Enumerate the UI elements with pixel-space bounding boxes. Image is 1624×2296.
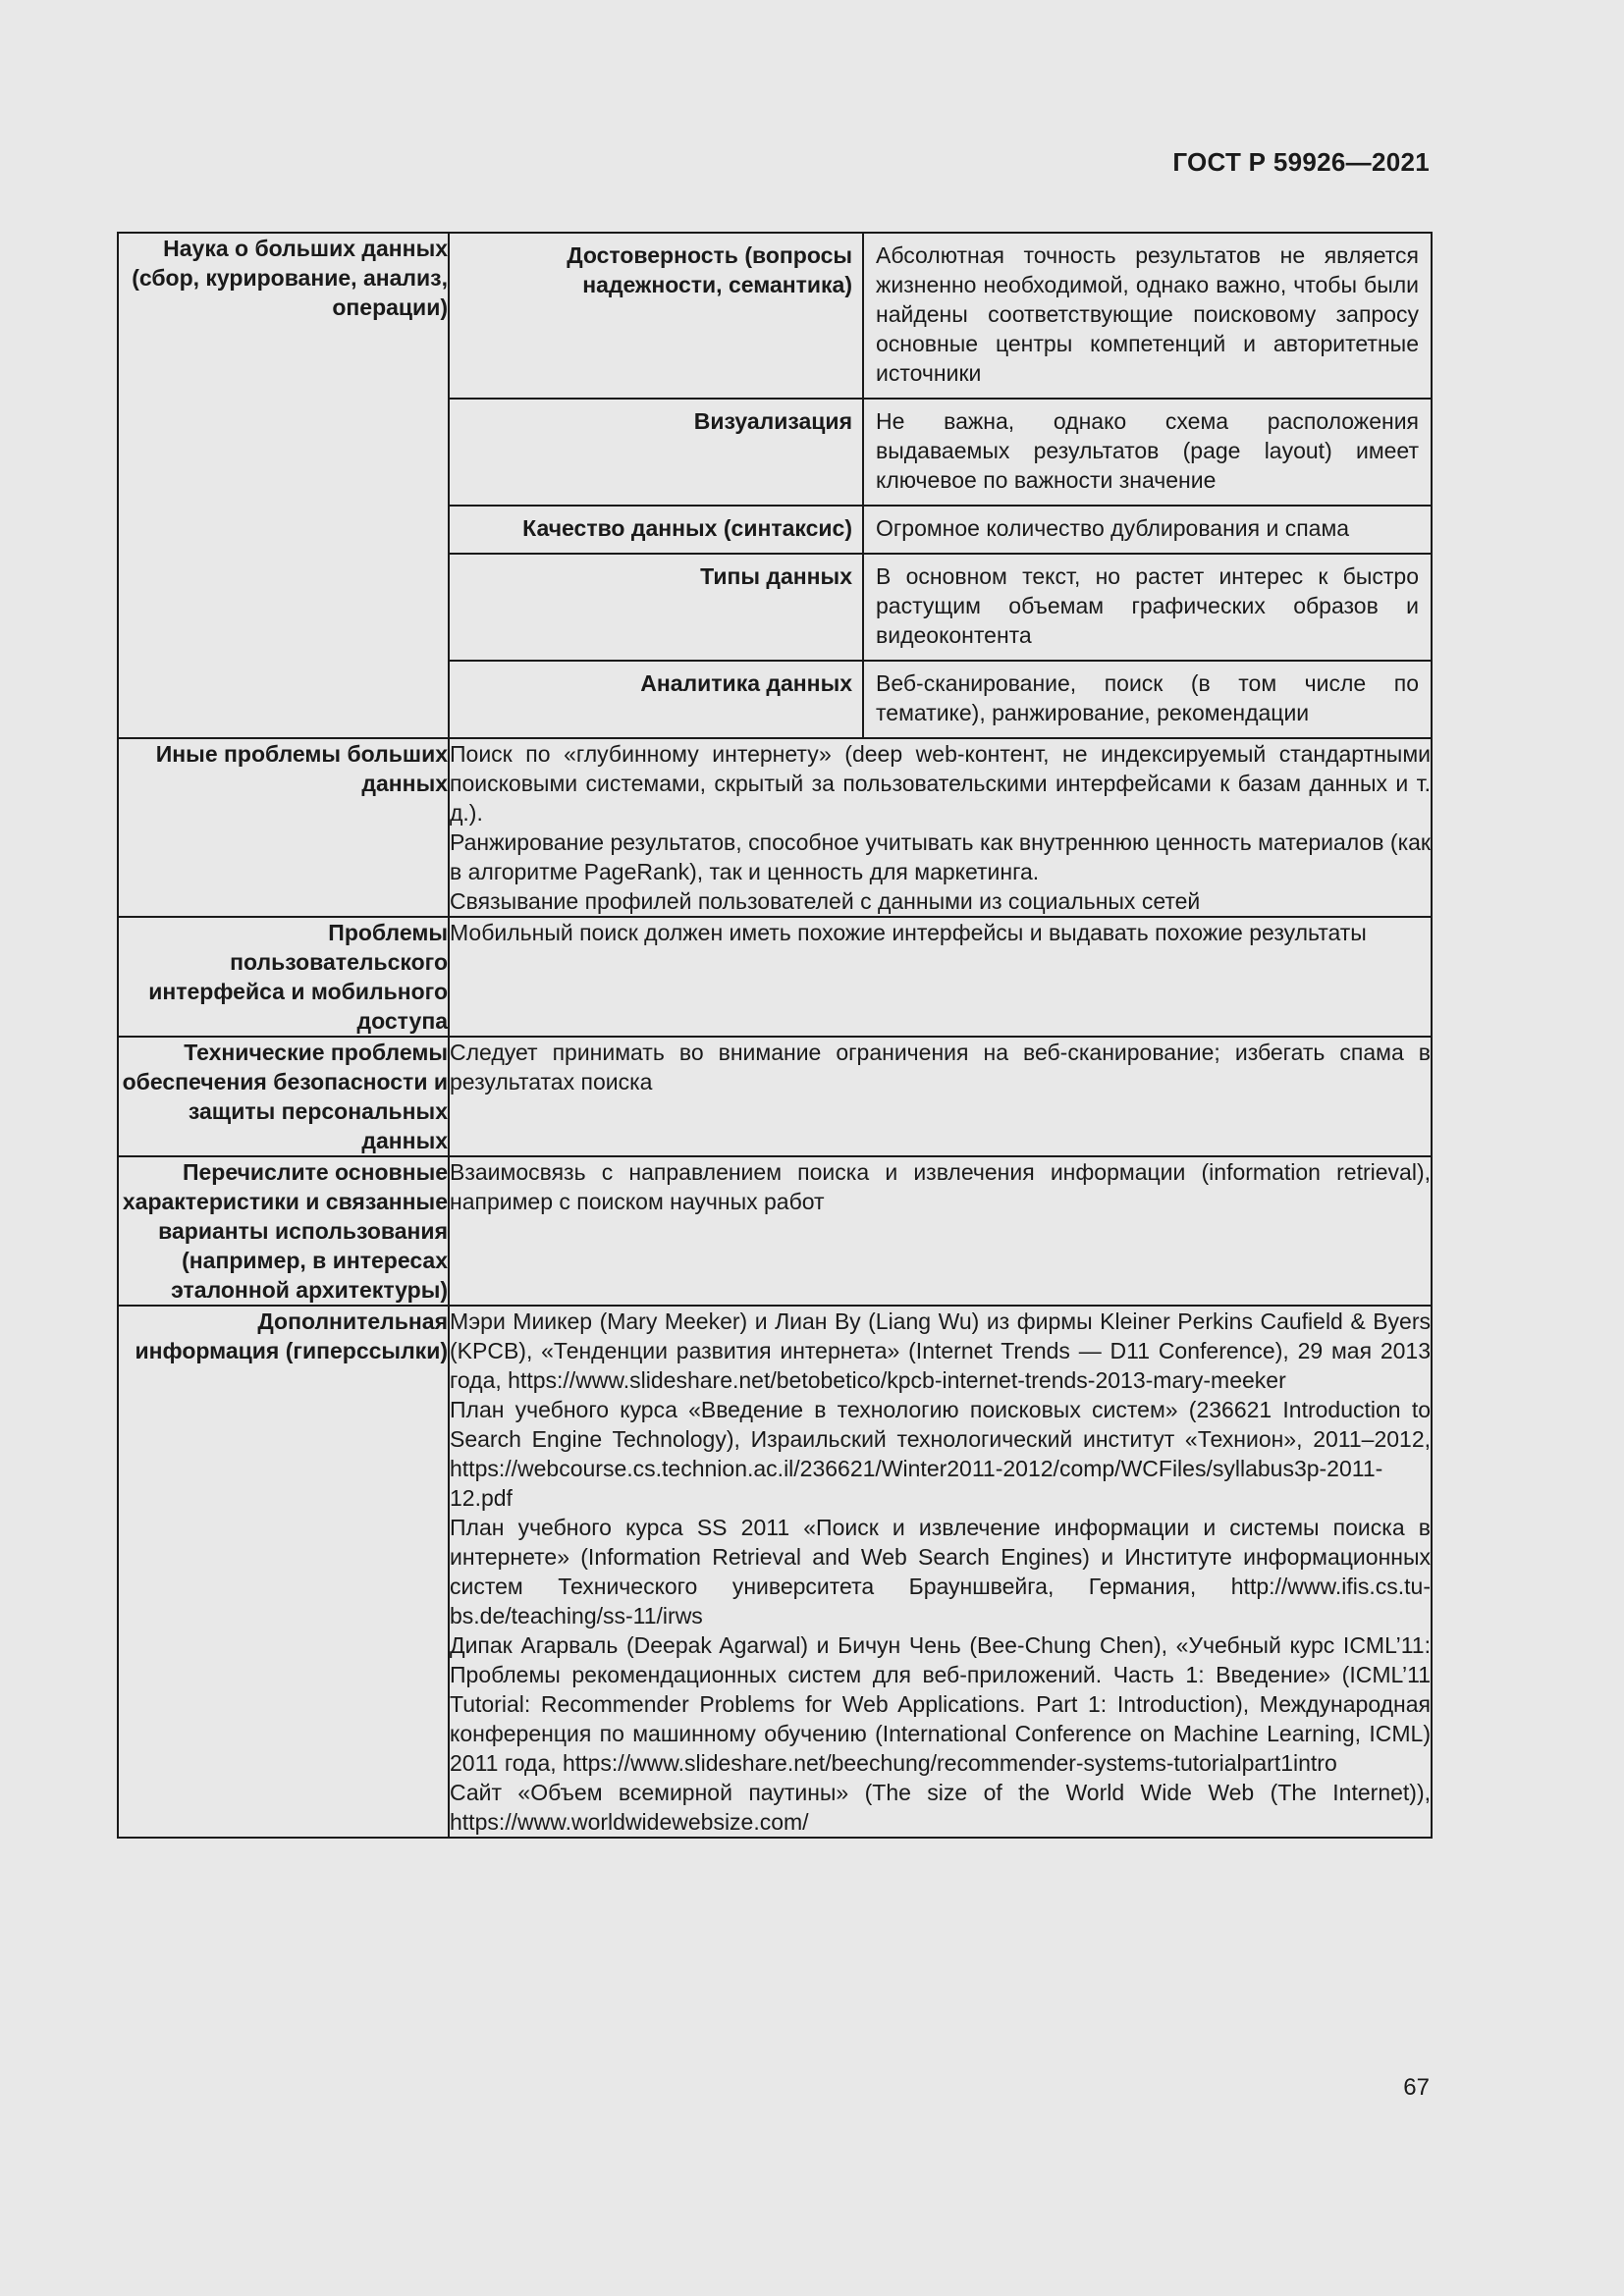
paragraph: Связывание профилей пользователей с данными из социальных сетей	[450, 888, 1201, 914]
row-label-ui-problems: Проблемы пользовательского интерфейса и мобильного доступа	[118, 917, 449, 1037]
subrow-label-veracity: Достоверность (вопросы надежности, семантика)	[450, 234, 863, 399]
subtable-row	[450, 554, 1431, 661]
table-row	[118, 1156, 1432, 1306]
subrow-label-data-types: Типы данных	[450, 554, 863, 661]
document-id-header: ГОСТ Р 59926—2021	[1172, 147, 1430, 177]
reference-paragraph: План учебного курса «Введение в технологию поисковых систем» (236621 Introduction to Search Engine Technology), Израильский технологический институт «Технион», 2011–2012, https://webcourse.cs.technion.ac.il/236621/Winter2011-2012/comp/WCFiles/syllabus3p-2011-12.pdf	[450, 1397, 1431, 1511]
subtable-row	[450, 399, 1431, 506]
page-number: 67	[1403, 2074, 1430, 2101]
big-data-science-subtable-cell	[449, 233, 1432, 738]
table-row	[118, 1306, 1432, 1838]
big-data-science-subtable	[450, 234, 1431, 737]
subrow-value-visualization: Не важна, однако схема расположения выдаваемых результатов (page layout) имеет ключевое по важности значение	[863, 399, 1431, 506]
reference-paragraph: План учебного курса SS 2011 «Поиск и извлечение информации и системы поиска в интернете» (Information Retrieval and Web Search Engines) и Институте информационных систем Технического университета Брауншвейга, Германия, http://www.ifis.cs.tu-bs.de/teaching/ss-11/irws	[450, 1515, 1431, 1629]
subrow-value-data-types: В основном текст, но растет интерес к быстро растущим объемам графических образов и видеоконтента	[863, 554, 1431, 661]
row-value-ui-problems: Мобильный поиск должен иметь похожие интерфейсы и выдавать похожие результаты	[449, 917, 1432, 1037]
subtable-row	[450, 661, 1431, 737]
subtable-row	[450, 234, 1431, 399]
subrow-value-veracity: Абсолютная точность результатов не является жизненно необходимой, однако важно, чтобы были найдены соответствующие поисковому запросу основные центры компетенций и авторитетные источники	[863, 234, 1431, 399]
subrow-label-data-analytics: Аналитика данных	[450, 661, 863, 737]
paragraph: Поиск по «глубинному интернету» (deep web-контент, не индексируемый стандартными поисковыми системами, скрытый за пользовательскими интерфейсами к базам данных и т. д.).	[450, 741, 1431, 826]
row-value-security-problems: Следует принимать во внимание ограничения на веб-сканирование; избегать спама в результатах поиска	[449, 1037, 1432, 1156]
table-row	[118, 233, 1432, 738]
subrow-label-data-quality: Качество данных (синтаксис)	[450, 506, 863, 554]
use-case-table	[117, 232, 1433, 1839]
subrow-value-data-analytics: Веб-сканирование, поиск (в том числе по тематике), ранжирование, рекомендации	[876, 670, 1419, 725]
table-row	[118, 1037, 1432, 1156]
row-label-characteristics: Перечислите основные характеристики и связанные варианты использования (например, в интересах эталонной архитектуры)	[118, 1156, 449, 1306]
row-label-big-data-science: Наука о больших данных (сбор, курирование, анализ, операции)	[118, 233, 449, 738]
table-row	[118, 917, 1432, 1037]
table-row	[118, 738, 1432, 917]
subtable-row	[450, 506, 1431, 554]
subrow-label-visualization: Визуализация	[450, 399, 863, 506]
paragraph: Ранжирование результатов, способное учитывать как внутреннюю ценность материалов (как в алгоритме PageRank), так и ценность для маркетинга.	[450, 829, 1431, 884]
row-value-additional-info	[449, 1306, 1432, 1838]
row-value-other-problems	[449, 738, 1432, 917]
reference-paragraph: Мэри Миикер (Mary Meeker) и Лиан Ву (Liang Wu) из фирмы Kleiner Perkins Caufield & Byers (KPCB), «Тенденции развития интернета» (Internet Trends — D11 Conference), 29 мая 2013 года, https://www.slideshare.net/betobetico/kpcb-internet-trends-2013-mary-meeker	[450, 1308, 1431, 1393]
reference-paragraph: Дипак Агарваль (Deepak Agarwal) и Бичун Чень (Bee-Chung Chen), «Учебный курс ICML’11: Проблемы рекомендационных систем для веб-приложений. Часть 1: Введение» (ICML’11 Tutorial: Recommender Problems for Web Applications. Part 1: Introduction), Международная конференция по машинному обучению (International Conference on Machine Learning, ICML) 2011 года, https://www.slideshare.net/beechung/recommender-systems-tutorialpart1intro	[450, 1632, 1431, 1776]
row-value-characteristics: Взаимосвязь с направлением поиска и извлечения информации (information retrieval), например с поиском научных работ	[449, 1156, 1432, 1306]
reference-paragraph: Сайт «Объем всемирной паутины» (The size of the World Wide Web (The Internet)), https://www.worldwidewebsize.com/	[450, 1780, 1431, 1835]
row-label-additional-info: Дополнительная информация (гиперссылки)	[118, 1306, 449, 1838]
subrow-value-data-quality: Огромное количество дублирования и спама	[863, 506, 1431, 554]
row-label-security-problems: Технические проблемы обеспечения безопасности и защиты персональных данных	[118, 1037, 449, 1156]
row-label-other-problems: Иные проблемы больших данных	[118, 738, 449, 917]
